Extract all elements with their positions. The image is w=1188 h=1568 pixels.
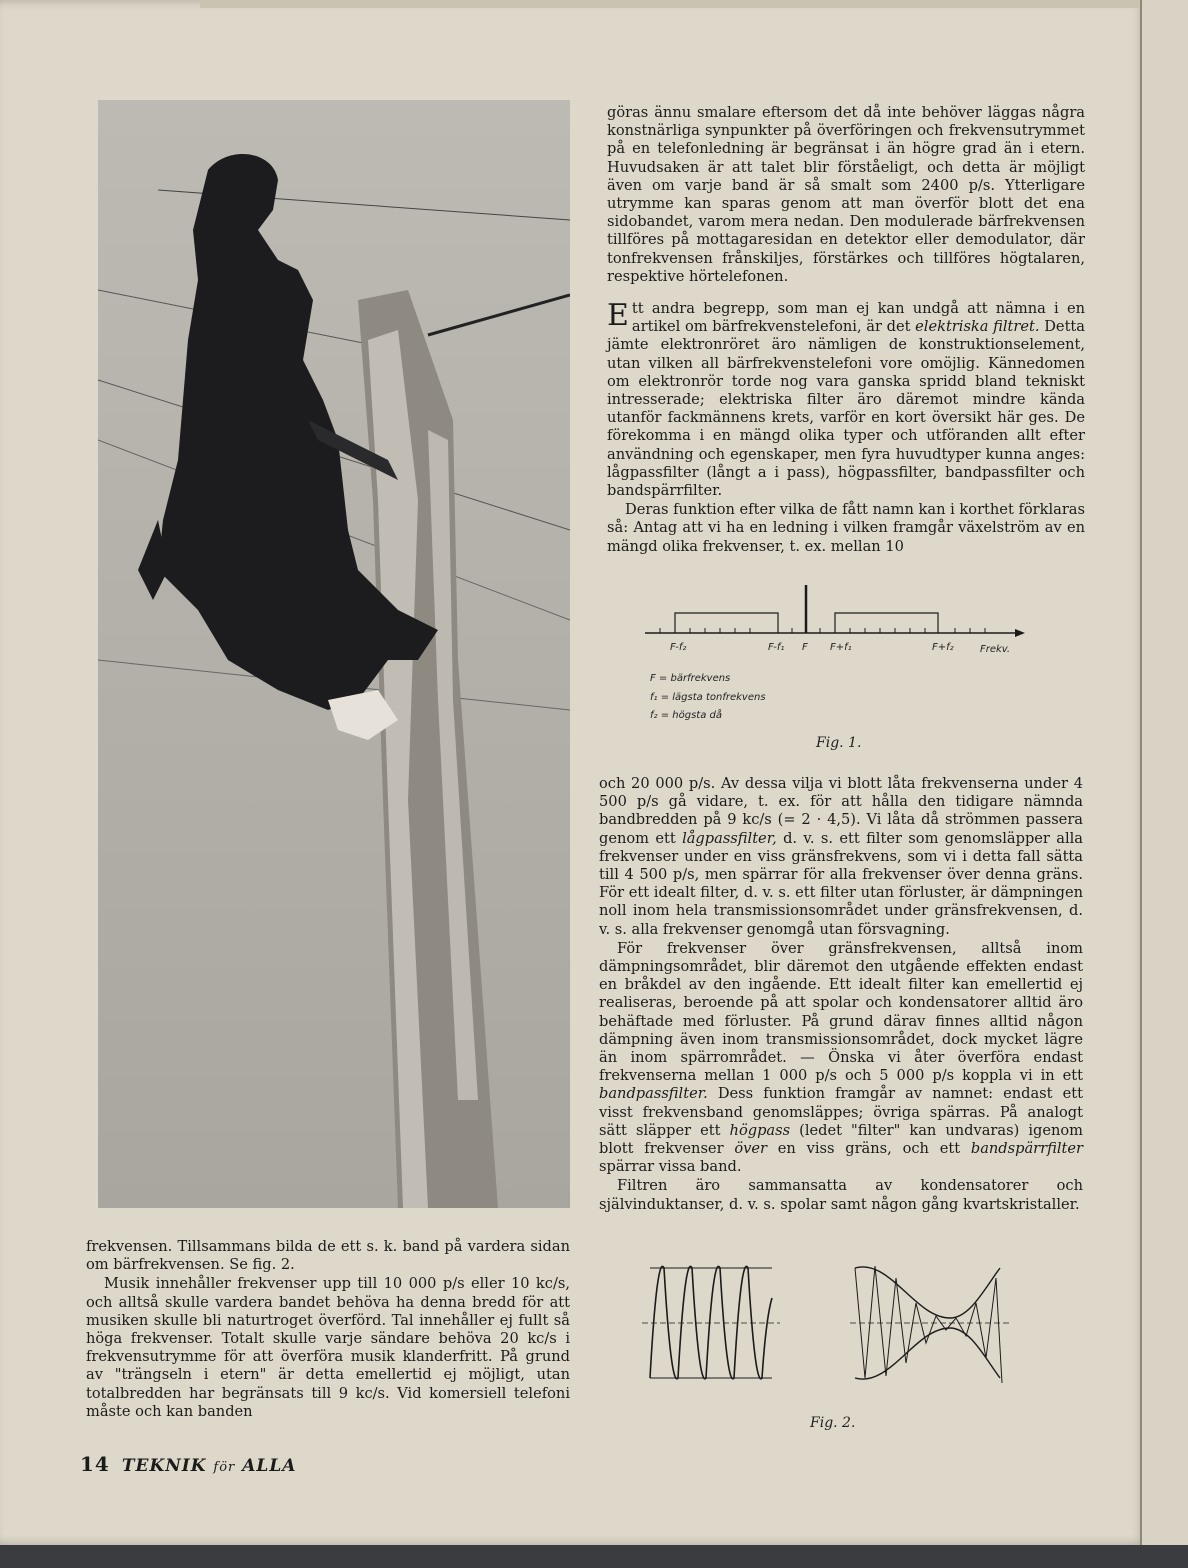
modulated-waveform [850,1266,1010,1383]
paragraph: För frekvenser över gränsfrekvensen, alltså inom dämpningsområdet, blir däremot den utgående effekten endast en bråkdel av den ingående. Ett idealt filter kan emellertid ej realiseras, beroende på att spolar och kondensatorer alltid äro behäftade med förluster. På grund därav finnes alltid någon dämpning även inom transmissionsområdet, dock mycket lägre än inom spärrområdet. — Önska vi åter överföra endast frekvenserna mellan 1 000 p/s och 5 000 p/s koppla vi in ett bandpassfilter. Dess funktion framgår av namnet: endast ett visst frekvensband genomsläppes; övriga spärras. På analogt sätt släpper ett högpass (ledet "filter" kan undvaras) igenom blott frekvenser över en viss gräns, och ett bandspärrfilter spärrar vissa band. [599,939,1084,1176]
lineman-on-pole-photo [98,100,570,1208]
figure-1-caption: Fig. 1. [816,735,862,751]
figure-2-caption: Fig. 2. [810,1415,856,1431]
paragraph: göras ännu smalare eftersom det då inte behöver läggas några konstnärliga synpunkter på överföringen och frekvensutrymmet på en telefonledning är begränsat i än högre grad än i etern. Huvudsaken är att talet blir förståeligt, och detta är möjligt även om varje band är så smalt som 2400 p/s. Ytterligare utrymme kan sparas genom att man överför blott det ena sidobandet, varom mera nedan. Den modulerade bärfrekvensen tillföres på mottagaresidan en detektor eller demodulator, där tonfrekvensen frånskiljes, förstärkes och tillföres högtalaren, respektive hörtelefonen. [607,104,1085,285]
axis-label: F-f₁ [768,642,785,653]
paragraph-filter-intro: Ett andra begrepp, som man ej kan undgå att nämna i en artikel om bärfrekvenstelefoni, är det elektriska filtret. Detta jämte elektronröret äro nämligen de konstruktionselement, utan vilken all bärfrekvenstelefoni vore omöjlig. Kännedomen om elektronrör torde nog vara ganska spridd bland tekniskt intresserade; elektriska filter äro däremot mindre kända utanför fackmännens krets, varför en kort översikt här ges. De förekomma i en mängd olika typer och utföranden allt efter användning och egenskaper, men fyra huvudtyper kunna anges: lågpassfilter (långt a i pass), högpassfilter, bandpassfilter och bandspärrfilter. [607,298,1085,500]
figure-2 [640,1258,1020,1408]
legend-entry: f₂ = högsta då [650,710,722,721]
axis-label: Frekv. [980,644,1011,655]
magazine-title: TEKNIK för ALLA [121,1456,297,1476]
legend-entry: F = bärfrekvens [650,673,731,684]
page-number: 14 [80,1452,110,1476]
paragraph: frekvensen. Tillsammans bilda de ett s. k. band på vardera sidan om bärfrekvensen. Se fig. 2. [86,1238,570,1274]
next-page-edge [1140,0,1188,1545]
figure-1 [630,580,1040,730]
drop-cap: E [607,298,629,334]
right-column-top [607,104,1085,556]
legend-entry: f₁ = lägsta tonfrekvens [650,692,766,703]
axis-label: F+f₁ [830,642,852,653]
paragraph: och 20 000 p/s. Av dessa vilja vi blott låta frekvenserna under 4 500 p/s gå vidare, t. ex. för att hålla den tidigare nämnda bandbredden på 9 kc/s (= 2 · 4,5). Vi låta då strömmen passera genom ett lågpassfilter, d. v. s. ett filter som genomsläpper alla frekvenser under en viss gränsfrekvens, som vi i detta fall sätta till 4 500 p/s, men spärrar för alla frekvenser över denna gräns. För ett idealt filter, d. v. s. ett filter utan förluster, är dämpningen noll inom hela transmissionsområdet under gränsfrekvensen, d. v. s. alla frekvenser genomgå utan försvagning. [599,775,1083,938]
background-surface [0,1545,1188,1568]
axis-label: F-f₂ [670,642,687,653]
paragraph: Deras funktion efter vilka de fått namn kan i korthet förklaras så: Antag att vi ha en ledning i vilken framgår växelström av en mängd olika frekvenser, t. ex. mellan 10 [607,501,1085,555]
paragraph: Musik innehåller frekvenser upp till 10 000 p/s eller 10 kc/s, och alltså skulle vardera bandet behöva ha denna bredd för att musiken skulle bli naturtroget överförd. Tal innehåller ej fullt så höga frekvenser. Totalt skulle varje sändare behöva 20 kc/s i frekvensutrymme för att överföra musik klanderfritt. På grund av "trängseln i etern" är detta emellertid ej möjligt, utan totalbredden har begränsats till 9 kc/s. Vid komersiell telefoni måste och kan banden [86,1275,570,1420]
constant-envelope-waveform [642,1266,780,1378]
page-top-edge [200,0,1140,8]
left-column-text [86,1238,570,1421]
axis-label: F [802,642,808,653]
axis-label: F+f₂ [932,642,954,653]
page-footer [80,1452,297,1476]
right-column-bottom [599,775,1083,1214]
paragraph: Filtren äro sammansatta av kondensatorer och självinduktanser, d. v. s. spolar samt någon gång kvartskristaller. [599,1177,1083,1213]
